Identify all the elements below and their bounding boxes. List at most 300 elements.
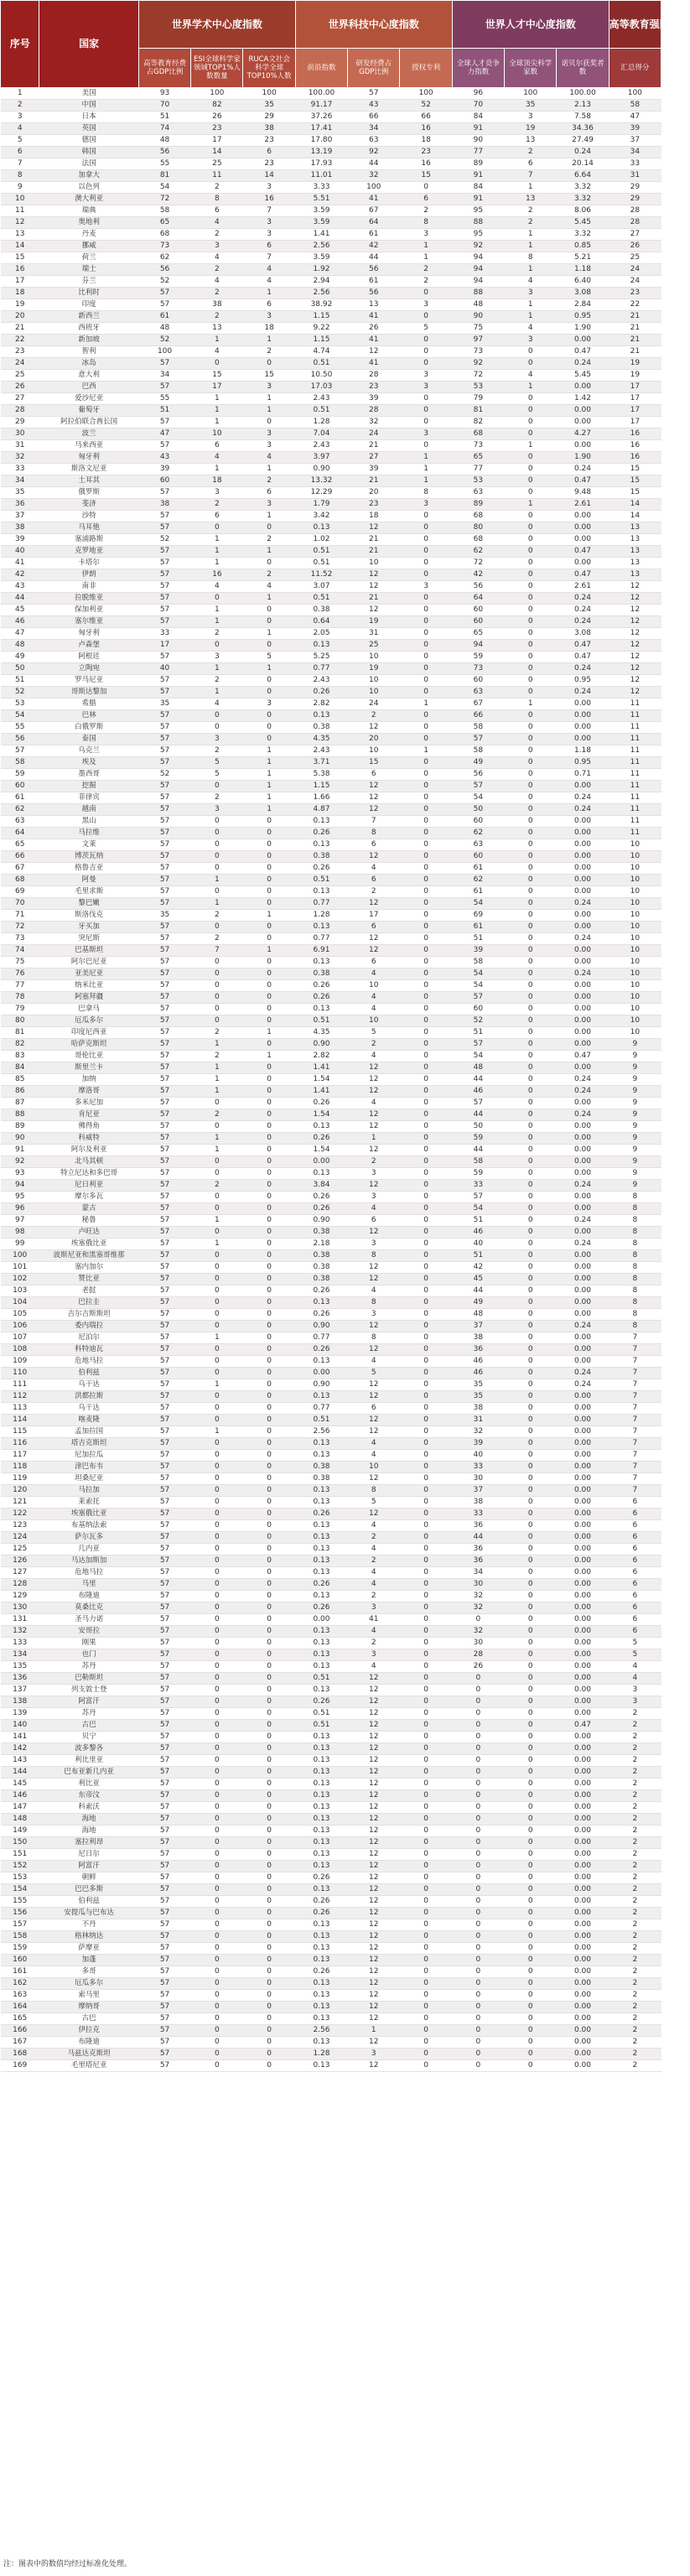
frontier-cell: 0.13 <box>295 922 347 933</box>
nobel-cell: 6.40 <box>557 276 609 288</box>
score-cell: 11 <box>609 816 661 828</box>
scientists-cell: 0 <box>505 781 557 792</box>
patents-cell: 0 <box>400 1109 452 1121</box>
nobel-cell: 0.00 <box>557 1509 609 1520</box>
frontier-cell: 2.05 <box>295 628 347 640</box>
table-row <box>1 1708 661 1720</box>
rank-cell: 78 <box>1 992 39 1004</box>
rank-cell: 148 <box>1 1814 39 1826</box>
esi-cell: 0 <box>191 1732 243 1743</box>
frontier-cell: 17.03 <box>295 382 347 393</box>
score-cell: 37 <box>609 135 661 147</box>
nobel-cell: 0.24 <box>557 605 609 616</box>
esi-cell: 0 <box>191 816 243 828</box>
scientists-cell: 0 <box>505 1403 557 1415</box>
scientists-cell: 0 <box>505 581 557 593</box>
country-cell: 牙买加 <box>39 922 138 933</box>
rd-cell: 6 <box>348 769 400 781</box>
esi-cell: 0 <box>191 1955 243 1966</box>
patents-cell: 0 <box>400 910 452 922</box>
country-cell: 利比亚 <box>39 1779 138 1790</box>
patents-cell: 0 <box>400 1544 452 1555</box>
score-cell: 10 <box>609 875 661 886</box>
rd-cell: 4 <box>348 1626 400 1638</box>
subheader-frontier-index: 前沿指数 <box>295 49 347 88</box>
edu-spending-cell: 57 <box>138 1109 190 1121</box>
rd-cell: 12 <box>348 1121 400 1133</box>
rank-cell: 165 <box>1 2013 39 2025</box>
table-row <box>1 734 661 745</box>
patents-cell: 23 <box>400 147 452 158</box>
rd-cell: 31 <box>348 628 400 640</box>
country-cell: 安提瓜与巴布达 <box>39 1908 138 1919</box>
ruca-cell: 1 <box>243 769 295 781</box>
rd-cell: 12 <box>348 1391 400 1403</box>
edu-spending-cell: 57 <box>138 299 190 311</box>
esi-cell: 0 <box>191 593 243 605</box>
score-cell: 11 <box>609 710 661 722</box>
score-cell: 9 <box>609 1086 661 1098</box>
patents-cell: 0 <box>400 1602 452 1614</box>
talent-cell: 91 <box>452 123 504 135</box>
esi-cell: 3 <box>191 804 243 816</box>
ruca-cell: 2 <box>243 534 295 546</box>
patents-cell: 66 <box>400 112 452 123</box>
score-cell: 13 <box>609 569 661 581</box>
table-row <box>1 393 661 405</box>
rd-cell: 27 <box>348 452 400 464</box>
talent-cell: 30 <box>452 1638 504 1649</box>
ruca-cell: 0 <box>243 816 295 828</box>
frontier-cell: 17.93 <box>295 158 347 170</box>
country-cell: 中国 <box>39 100 138 112</box>
esi-cell: 17 <box>191 135 243 147</box>
esi-cell: 0 <box>191 2060 243 2072</box>
talent-cell: 58 <box>452 957 504 969</box>
rd-cell: 12 <box>348 1227 400 1239</box>
edu-spending-cell: 57 <box>138 1696 190 1708</box>
score-cell: 10 <box>609 1004 661 1015</box>
patents-cell: 0 <box>400 558 452 569</box>
frontier-cell: 0.13 <box>295 1990 347 2002</box>
rd-cell: 21 <box>348 440 400 452</box>
ruca-cell: 0 <box>243 886 295 898</box>
rd-cell: 12 <box>348 1673 400 1685</box>
talent-cell: 68 <box>452 428 504 440</box>
esi-cell: 3 <box>191 487 243 499</box>
nobel-cell: 1.90 <box>557 452 609 464</box>
table-row <box>1 1004 661 1015</box>
talent-cell: 0 <box>452 1861 504 1872</box>
score-cell: 16 <box>609 452 661 464</box>
edu-spending-cell: 57 <box>138 1239 190 1250</box>
rank-cell: 4 <box>1 123 39 135</box>
rank-cell: 7 <box>1 158 39 170</box>
talent-cell: 34 <box>452 1567 504 1579</box>
frontier-cell: 0.13 <box>295 1802 347 1814</box>
subheader-ruca: RUCA文社会科学全球TOP10%人数 <box>243 49 295 88</box>
esi-cell: 1 <box>191 616 243 628</box>
table-row <box>1 1415 661 1426</box>
country-cell: 哥伦比亚 <box>39 1051 138 1062</box>
rank-cell: 45 <box>1 605 39 616</box>
country-cell: 萨尔瓦多 <box>39 1532 138 1544</box>
score-cell: 19 <box>609 370 661 382</box>
scientists-cell: 0 <box>505 1685 557 1696</box>
frontier-cell: 0.26 <box>295 828 347 839</box>
country-cell: 美国 <box>39 88 138 100</box>
frontier-cell: 3.33 <box>295 182 347 194</box>
rank-cell: 159 <box>1 1943 39 1955</box>
country-cell: 德国 <box>39 135 138 147</box>
frontier-cell: 0.90 <box>295 1215 347 1227</box>
table-row <box>1 1426 661 1438</box>
esi-cell: 0 <box>191 1203 243 1215</box>
rank-cell: 144 <box>1 1767 39 1779</box>
rank-cell: 75 <box>1 957 39 969</box>
ruca-cell: 0 <box>243 1826 295 1837</box>
rd-cell: 12 <box>348 569 400 581</box>
nobel-cell: 0.24 <box>557 1086 609 1098</box>
nobel-cell: 0.95 <box>557 757 609 769</box>
rank-cell: 118 <box>1 1462 39 1473</box>
country-cell: 阿根廷 <box>39 652 138 663</box>
country-cell: 加拿大 <box>39 170 138 182</box>
rd-cell: 12 <box>348 1884 400 1896</box>
edu-spending-cell: 33 <box>138 628 190 640</box>
rank-cell: 40 <box>1 546 39 558</box>
nobel-cell: 0.00 <box>557 1027 609 1039</box>
table-row <box>1 276 661 288</box>
rank-cell: 36 <box>1 499 39 511</box>
ruca-cell: 5 <box>243 652 295 663</box>
talent-cell: 61 <box>452 863 504 875</box>
scientists-cell: 0 <box>505 992 557 1004</box>
scientists-cell: 13 <box>505 135 557 147</box>
scientists-cell: 0 <box>505 428 557 440</box>
nobel-cell: 0.00 <box>557 1520 609 1532</box>
rank-cell: 100 <box>1 1250 39 1262</box>
edu-spending-cell: 57 <box>138 1015 190 1027</box>
nobel-cell: 0.00 <box>557 335 609 346</box>
patents-cell: 0 <box>400 1332 452 1344</box>
patents-cell: 0 <box>400 2002 452 2013</box>
table-row <box>1 769 661 781</box>
esi-cell: 0 <box>191 1802 243 1814</box>
frontier-cell: 0.13 <box>295 1297 347 1309</box>
esi-cell: 0 <box>191 1826 243 1837</box>
talent-cell: 68 <box>452 534 504 546</box>
esi-cell: 1 <box>191 405 243 417</box>
patents-cell: 0 <box>400 1450 452 1462</box>
table-row <box>1 910 661 922</box>
frontier-cell: 3.59 <box>295 205 347 217</box>
scientists-cell: 0 <box>505 1004 557 1015</box>
table-row <box>1 1309 661 1321</box>
nobel-cell: 0.00 <box>557 875 609 886</box>
country-cell: 埃塞俄比亚 <box>39 1509 138 1520</box>
ruca-cell: 6 <box>243 241 295 252</box>
esi-cell: 0 <box>191 1368 243 1379</box>
talent-cell: 90 <box>452 135 504 147</box>
esi-cell: 2 <box>191 229 243 241</box>
edu-spending-cell: 57 <box>138 1274 190 1285</box>
patents-cell: 0 <box>400 1720 452 1732</box>
country-cell: 几内亚 <box>39 1544 138 1555</box>
rd-cell: 10 <box>348 1015 400 1027</box>
esi-cell: 1 <box>191 335 243 346</box>
rank-cell: 117 <box>1 1450 39 1462</box>
ruca-cell: 0 <box>243 675 295 687</box>
frontier-cell: 17.41 <box>295 123 347 135</box>
talent-cell: 40 <box>452 1450 504 1462</box>
ruca-cell: 3 <box>243 428 295 440</box>
score-cell: 9 <box>609 1074 661 1086</box>
country-cell: 乌干达 <box>39 1403 138 1415</box>
ruca-cell: 0 <box>243 1732 295 1743</box>
edu-spending-cell: 57 <box>138 886 190 898</box>
table-row <box>1 135 661 147</box>
rank-cell: 161 <box>1 1966 39 1978</box>
rank-cell: 14 <box>1 241 39 252</box>
country-cell: 荷兰 <box>39 252 138 264</box>
score-cell: 10 <box>609 922 661 933</box>
patents-cell: 0 <box>400 1227 452 1239</box>
score-cell: 10 <box>609 957 661 969</box>
ruca-cell: 0 <box>243 1332 295 1344</box>
edu-spending-cell: 57 <box>138 605 190 616</box>
ruca-cell: 0 <box>243 722 295 734</box>
rd-cell: 12 <box>348 1767 400 1779</box>
talent-cell: 39 <box>452 945 504 957</box>
table-row <box>1 1462 661 1473</box>
table-row <box>1 1086 661 1098</box>
nobel-cell: 0.00 <box>557 781 609 792</box>
talent-cell: 37 <box>452 1321 504 1332</box>
score-cell: 10 <box>609 969 661 980</box>
rd-cell: 12 <box>348 1685 400 1696</box>
table-row <box>1 1180 661 1192</box>
esi-cell: 0 <box>191 1462 243 1473</box>
rd-cell: 18 <box>348 511 400 522</box>
esi-cell: 7 <box>191 945 243 957</box>
edu-spending-cell: 35 <box>138 699 190 710</box>
edu-spending-cell: 57 <box>138 1485 190 1497</box>
patents-cell: 0 <box>400 1379 452 1391</box>
talent-cell: 38 <box>452 1332 504 1344</box>
nobel-cell: 0.47 <box>557 569 609 581</box>
rd-cell: 12 <box>348 1086 400 1098</box>
nobel-cell: 0.00 <box>557 1438 609 1450</box>
score-cell: 11 <box>609 781 661 792</box>
country-cell: 科索沃 <box>39 1802 138 1814</box>
nobel-cell: 5.45 <box>557 217 609 229</box>
scientists-cell: 0 <box>505 745 557 757</box>
talent-cell: 80 <box>452 522 504 534</box>
rank-cell: 87 <box>1 1098 39 1109</box>
nobel-cell: 0.00 <box>557 1579 609 1591</box>
esi-cell: 0 <box>191 1344 243 1356</box>
ruca-cell: 0 <box>243 1227 295 1239</box>
country-cell: 黎巴嫩 <box>39 898 138 910</box>
rank-cell: 150 <box>1 1837 39 1849</box>
table-row <box>1 288 661 299</box>
country-cell: 比利时 <box>39 288 138 299</box>
ruca-cell: 0 <box>243 1708 295 1720</box>
country-cell: 巴巴多斯 <box>39 1884 138 1896</box>
edu-spending-cell: 57 <box>138 1180 190 1192</box>
score-cell: 9 <box>609 1121 661 1133</box>
score-cell: 17 <box>609 393 661 405</box>
frontier-cell: 1.28 <box>295 2049 347 2060</box>
country-cell: 老挝 <box>39 1285 138 1297</box>
frontier-cell: 0.13 <box>295 1837 347 1849</box>
rd-cell: 12 <box>348 1720 400 1732</box>
rd-cell: 20 <box>348 487 400 499</box>
ruca-cell: 1 <box>243 464 295 475</box>
score-cell: 21 <box>609 335 661 346</box>
patents-cell: 0 <box>400 992 452 1004</box>
scientists-cell: 0 <box>505 663 557 675</box>
frontier-cell: 2.56 <box>295 241 347 252</box>
esi-cell: 100 <box>191 88 243 100</box>
country-cell: 阿曼 <box>39 875 138 886</box>
ruca-cell: 0 <box>243 1039 295 1051</box>
ruca-cell: 0 <box>243 1415 295 1426</box>
talent-cell: 38 <box>452 1403 504 1415</box>
score-cell: 15 <box>609 464 661 475</box>
ruca-cell: 0 <box>243 1814 295 1826</box>
score-cell: 8 <box>609 1215 661 1227</box>
scientists-cell: 0 <box>505 839 557 851</box>
ruca-cell: 0 <box>243 1403 295 1415</box>
score-cell: 17 <box>609 417 661 428</box>
edu-spending-cell: 57 <box>138 1297 190 1309</box>
talent-cell: 0 <box>452 1826 504 1837</box>
table-row <box>1 1485 661 1497</box>
rd-cell: 21 <box>348 534 400 546</box>
frontier-cell: 0.13 <box>295 1661 347 1673</box>
rank-cell: 66 <box>1 851 39 863</box>
scientists-cell: 0 <box>505 1790 557 1802</box>
header-rank: 序号 <box>1 1 39 88</box>
edu-spending-cell: 70 <box>138 100 190 112</box>
edu-spending-cell: 57 <box>138 1720 190 1732</box>
edu-spending-cell: 51 <box>138 405 190 417</box>
rank-cell: 38 <box>1 522 39 534</box>
subheader-top-scientists: 全球顶尖科学家数 <box>505 49 557 88</box>
ruca-cell: 0 <box>243 1520 295 1532</box>
nobel-cell: 0.00 <box>557 1602 609 1614</box>
esi-cell: 0 <box>191 957 243 969</box>
rd-cell: 2 <box>348 1532 400 1544</box>
patents-cell: 0 <box>400 1532 452 1544</box>
table-row <box>1 969 661 980</box>
rd-cell: 12 <box>348 1990 400 2002</box>
patents-cell: 0 <box>400 1779 452 1790</box>
country-cell: 马耳他 <box>39 522 138 534</box>
esi-cell: 0 <box>191 2002 243 2013</box>
ruca-cell: 0 <box>243 1285 295 1297</box>
score-cell: 8 <box>609 1309 661 1321</box>
patents-cell: 8 <box>400 217 452 229</box>
patents-cell: 0 <box>400 1567 452 1579</box>
scientists-cell: 0 <box>505 546 557 558</box>
frontier-cell: 0.26 <box>295 1309 347 1321</box>
frontier-cell: 0.51 <box>295 1415 347 1426</box>
nobel-cell: 0.00 <box>557 1415 609 1426</box>
talent-cell: 44 <box>452 1109 504 1121</box>
edu-spending-cell: 55 <box>138 393 190 405</box>
nobel-cell: 0.00 <box>557 1121 609 1133</box>
patents-cell: 0 <box>400 440 452 452</box>
ruca-cell: 0 <box>243 1896 295 1908</box>
frontier-cell: 0.38 <box>295 605 347 616</box>
nobel-cell: 0.00 <box>557 1861 609 1872</box>
ruca-cell: 0 <box>243 640 295 652</box>
patents-cell: 0 <box>400 1696 452 1708</box>
edu-spending-cell: 57 <box>138 1391 190 1403</box>
scientists-cell: 0 <box>505 1767 557 1779</box>
table-row <box>1 1826 661 1837</box>
nobel-cell: 0.00 <box>557 1567 609 1579</box>
esi-cell: 38 <box>191 299 243 311</box>
rank-cell: 71 <box>1 910 39 922</box>
frontier-cell: 0.26 <box>295 1509 347 1520</box>
country-cell: 哥斯达黎加 <box>39 687 138 699</box>
nobel-cell: 0.00 <box>557 1285 609 1297</box>
country-cell: 俄罗斯 <box>39 487 138 499</box>
rd-cell: 12 <box>348 2013 400 2025</box>
edu-spending-cell: 57 <box>138 757 190 769</box>
ruca-cell: 0 <box>243 1661 295 1673</box>
talent-cell: 62 <box>452 828 504 839</box>
edu-spending-cell: 57 <box>138 828 190 839</box>
scientists-cell: 0 <box>505 792 557 804</box>
edu-spending-cell: 100 <box>138 346 190 358</box>
rd-cell: 63 <box>348 135 400 147</box>
frontier-cell: 0.13 <box>295 1732 347 1743</box>
rank-cell: 26 <box>1 382 39 393</box>
patents-cell: 8 <box>400 487 452 499</box>
country-cell: 立陶宛 <box>39 663 138 675</box>
nobel-cell: 0.00 <box>557 851 609 863</box>
frontier-cell: 5.38 <box>295 769 347 781</box>
header-academic-group: 世界学术中心度指数 <box>138 1 295 49</box>
rank-cell: 151 <box>1 1849 39 1861</box>
ruca-cell: 0 <box>243 922 295 933</box>
ruca-cell: 0 <box>243 1743 295 1755</box>
rank-cell: 73 <box>1 933 39 945</box>
score-cell: 6 <box>609 1567 661 1579</box>
country-cell: 葡萄牙 <box>39 405 138 417</box>
table-body <box>1 88 661 2072</box>
patents-cell: 0 <box>400 2060 452 2072</box>
country-cell: 澳大利亚 <box>39 194 138 205</box>
esi-cell: 5 <box>191 757 243 769</box>
esi-cell: 0 <box>191 1321 243 1332</box>
country-cell: 苏丹 <box>39 1661 138 1673</box>
ruca-cell: 0 <box>243 1872 295 1884</box>
esi-cell: 1 <box>191 875 243 886</box>
rd-cell: 12 <box>348 804 400 816</box>
frontier-cell: 2.43 <box>295 745 347 757</box>
esi-cell: 1 <box>191 1145 243 1156</box>
rd-cell: 20 <box>348 734 400 745</box>
score-cell: 2 <box>609 1955 661 1966</box>
rd-cell: 28 <box>348 405 400 417</box>
score-cell: 2 <box>609 2025 661 2037</box>
